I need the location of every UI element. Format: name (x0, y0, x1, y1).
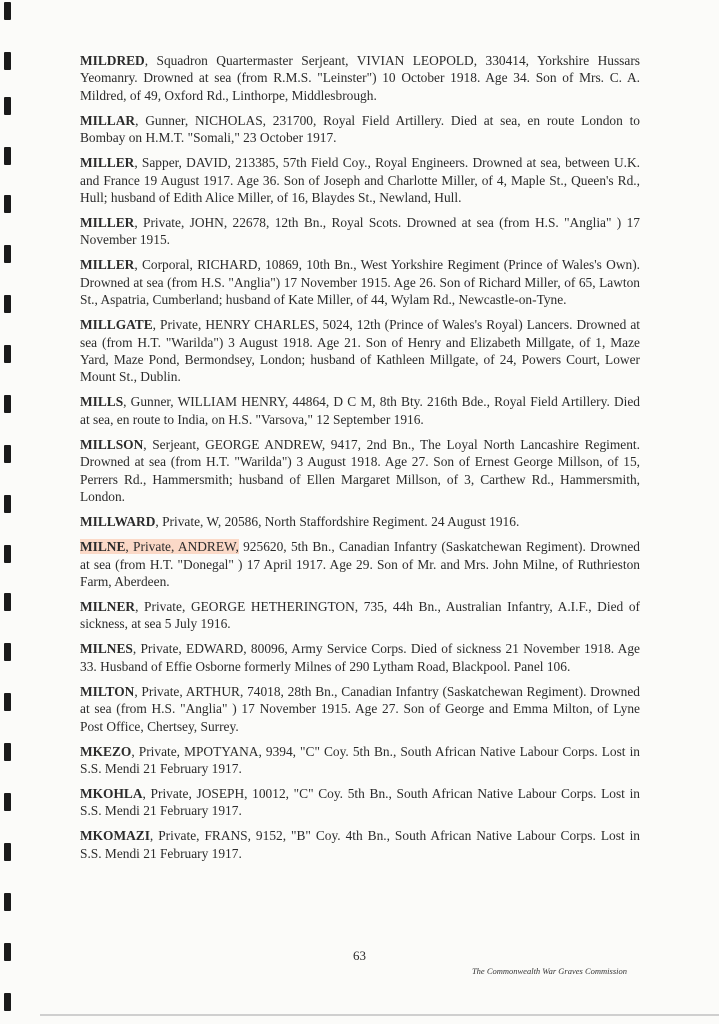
entry-surname: MILLWARD (80, 514, 156, 530)
binding-hole (4, 395, 11, 413)
binding-hole (4, 893, 11, 911)
binding-hole (4, 545, 11, 563)
binding-hole (4, 793, 11, 811)
memorial-entry (80, 640, 640, 675)
binding-hole (4, 445, 11, 463)
entry-details: 925620, 5th Bn., Canadian Infantry (Saskatchewan Regiment). Drowned at sea (from H.T. "Donegal" ) 17 April 1917. Age 29. Son of Mr. and Mrs. John Milne, of Ruthrieston Farm, Aberdeen. (80, 539, 640, 589)
entry-details: , Private, W, 20586, North Staffordshire Regiment. 24 August 1916. (155, 514, 520, 530)
entry-surname: MILLER (80, 155, 135, 171)
binding-hole (4, 743, 11, 761)
memorial-entry (80, 214, 640, 249)
entry-details: , Serjeant, GEORGE ANDREW, 9417, 2nd Bn., The Loyal North Lancashire Regiment. Drowned at sea (from H.T. "Warilda") 3 August 1918. Age 27. Son of Ernest George Millson, of 15, Perrers Rd., Hammersmith; husband of Ellen Margaret Millson, of 3, Carthew Rd., Hammersmith, London. (80, 436, 640, 505)
entry-surname: MILNER (80, 598, 136, 614)
entry-details: , Private, EDWARD, 80096, Army Service Corps. Died of sickness 21 November 1918. Age 33. Husband of Effie Osborne formerly Milnes of 290 Lytham Road, Blackpool. Panel 106. (80, 641, 640, 674)
entry-details: , Corporal, RICHARD, 10869, 10th Bn., West Yorkshire Regiment (Prince of Wales's Own). Drowned at sea (from H.S. "Anglia") 17 November 1915. Age 26. Son of Richard Miller, of 65, Lawton St., Aspatria, Cumberland; husband of Kate Miller, of 44, Wylam Rd., Newcastle-on-Tyne. (80, 257, 640, 308)
binding-hole (4, 295, 11, 313)
entry-details: , Private, FRANS, 9152, "B" Coy. 4th Bn., South African Native Labour Corps. Lost in S.S. Mendi 21 February 1917. (80, 828, 640, 861)
entry-surname: MKOMAZI (80, 828, 150, 844)
entry-surname: MKOHLA (80, 785, 143, 801)
entry-details: , Gunner, WILLIAM HENRY, 44864, D C M, 8th Bty. 216th Bde., Royal Field Artillery. Died at sea, en route to India, on H.S. "Varsova," 12 September 1916. (80, 394, 640, 427)
memorial-entry (80, 785, 640, 820)
binding-hole (4, 245, 11, 263)
binding-hole (4, 195, 11, 213)
entry-surname: MILLGATE (80, 317, 153, 333)
memorial-entry (80, 513, 640, 530)
entry-surname: MILLS (80, 394, 124, 410)
entry-surname: MILLER (80, 257, 135, 273)
entry-details: , Private, GEORGE HETHERINGTON, 735, 44h Bn., Australian Infantry, A.I.F., Died of sickness, at sea 5 July 1916. (80, 598, 640, 632)
binding-hole (4, 2, 11, 20)
entry-surname: MKEZO (80, 743, 132, 759)
highlighted-text (80, 539, 239, 554)
entry-surname: MILNE (80, 539, 126, 555)
entry-details: , Private, JOHN, 22678, 12th Bn., Royal Scots. Drowned at sea (from H.S. "Anglia" ) 17 November 1915. (80, 215, 640, 248)
spiral-binding (4, 0, 14, 1024)
entry-highlight-details: , Private, ANDREW, (125, 539, 239, 555)
binding-hole (4, 643, 11, 661)
memorial-entry (80, 683, 640, 735)
memorial-entry (80, 52, 640, 104)
memorial-entry (80, 112, 640, 147)
binding-hole (4, 495, 11, 513)
entry-details: , Private, HENRY CHARLES, 5024, 12th (Prince of Wales's Royal) Lancers. Drowned at sea (from H.T. "Warilda") 3 August 1918. Age 21. Son of Henry and Elizabeth Millgate, of 1, Maze Yard, Maze Pond, Bermondsey, London; husband of Kathleen Millgate, of 24, Powers Court, Lower Mount St., Dublin. (80, 317, 640, 385)
binding-hole (4, 843, 11, 861)
entry-details: , Squadron Quartermaster Serjeant, VIVIAN LEOPOLD, 330414, Yorkshire Hussars Yeomanry. Drowned at sea (from R.M.S. "Leinster") 10 October 1918. Age 34. Son of Mrs. C. A. Mildred, of 49, Oxford Rd., Linthorpe, Middlesbrough. (80, 53, 640, 103)
entry-details: , Private, JOSEPH, 10012, "C" Coy. 5th Bn., South African Native Labour Corps. Lost in S.S. Mendi 21 February 1917. (80, 785, 640, 819)
entry-details: , Gunner, NICHOLAS, 231700, Royal Field Artillery. Died at sea, en route London to Bombay on H.M.T. "Somali," 23 October 1917. (80, 112, 640, 146)
binding-hole (4, 593, 11, 611)
page-edge-divider (40, 1014, 719, 1016)
binding-hole (4, 693, 11, 711)
memorial-entry (80, 393, 640, 428)
entry-surname: MILLSON (80, 436, 144, 452)
entry-details: , Private, MPOTYANA, 9394, "C" Coy. 5th Bn., South African Native Labour Corps. Lost in S.S. Mendi 21 February 1917. (80, 743, 640, 776)
binding-hole (4, 52, 11, 70)
memorial-entries (80, 52, 640, 870)
binding-hole (4, 97, 11, 115)
binding-hole (4, 147, 11, 165)
memorial-entry-highlighted (80, 538, 640, 590)
entry-surname: MILNES (80, 641, 133, 657)
entry-surname: MILDRED (80, 53, 145, 68)
entry-details: , Sapper, DAVID, 213385, 57th Field Coy., Royal Engineers. Drowned at sea, between U.K. and France 19 August 1917. Age 36. Son of Joseph and Charlotte Miller, of 4, Maple St., Queen's Rd., Hull; husband of Edith Alice Miller, of 16, Blaydes St., Newland, Hull. (80, 155, 640, 206)
entry-surname: MILLAR (80, 112, 136, 128)
memorial-entry (80, 316, 640, 386)
memorial-entry (80, 436, 640, 506)
entry-surname: MILLER (80, 215, 135, 231)
page-number: 63 (353, 948, 366, 963)
entry-details: , Private, ARTHUR, 74018, 28th Bn., Canadian Infantry (Saskatchewan Regiment). Drowned at sea (from H.S. "Anglia" ) 17 November 1915. Age 27. Son of George and Emma Milton, of Lyne Post Office, Chertsey, Surrey. (80, 683, 640, 734)
memorial-entry (80, 598, 640, 633)
binding-hole (4, 993, 11, 1011)
entry-surname: MILTON (80, 683, 135, 699)
memorial-entry (80, 827, 640, 862)
publisher-footer: The Commonwealth War Graves Commission (471, 966, 627, 976)
memorial-entry (80, 154, 640, 206)
binding-hole (4, 345, 11, 363)
memorial-entry (80, 256, 640, 308)
memorial-entry (80, 743, 640, 778)
